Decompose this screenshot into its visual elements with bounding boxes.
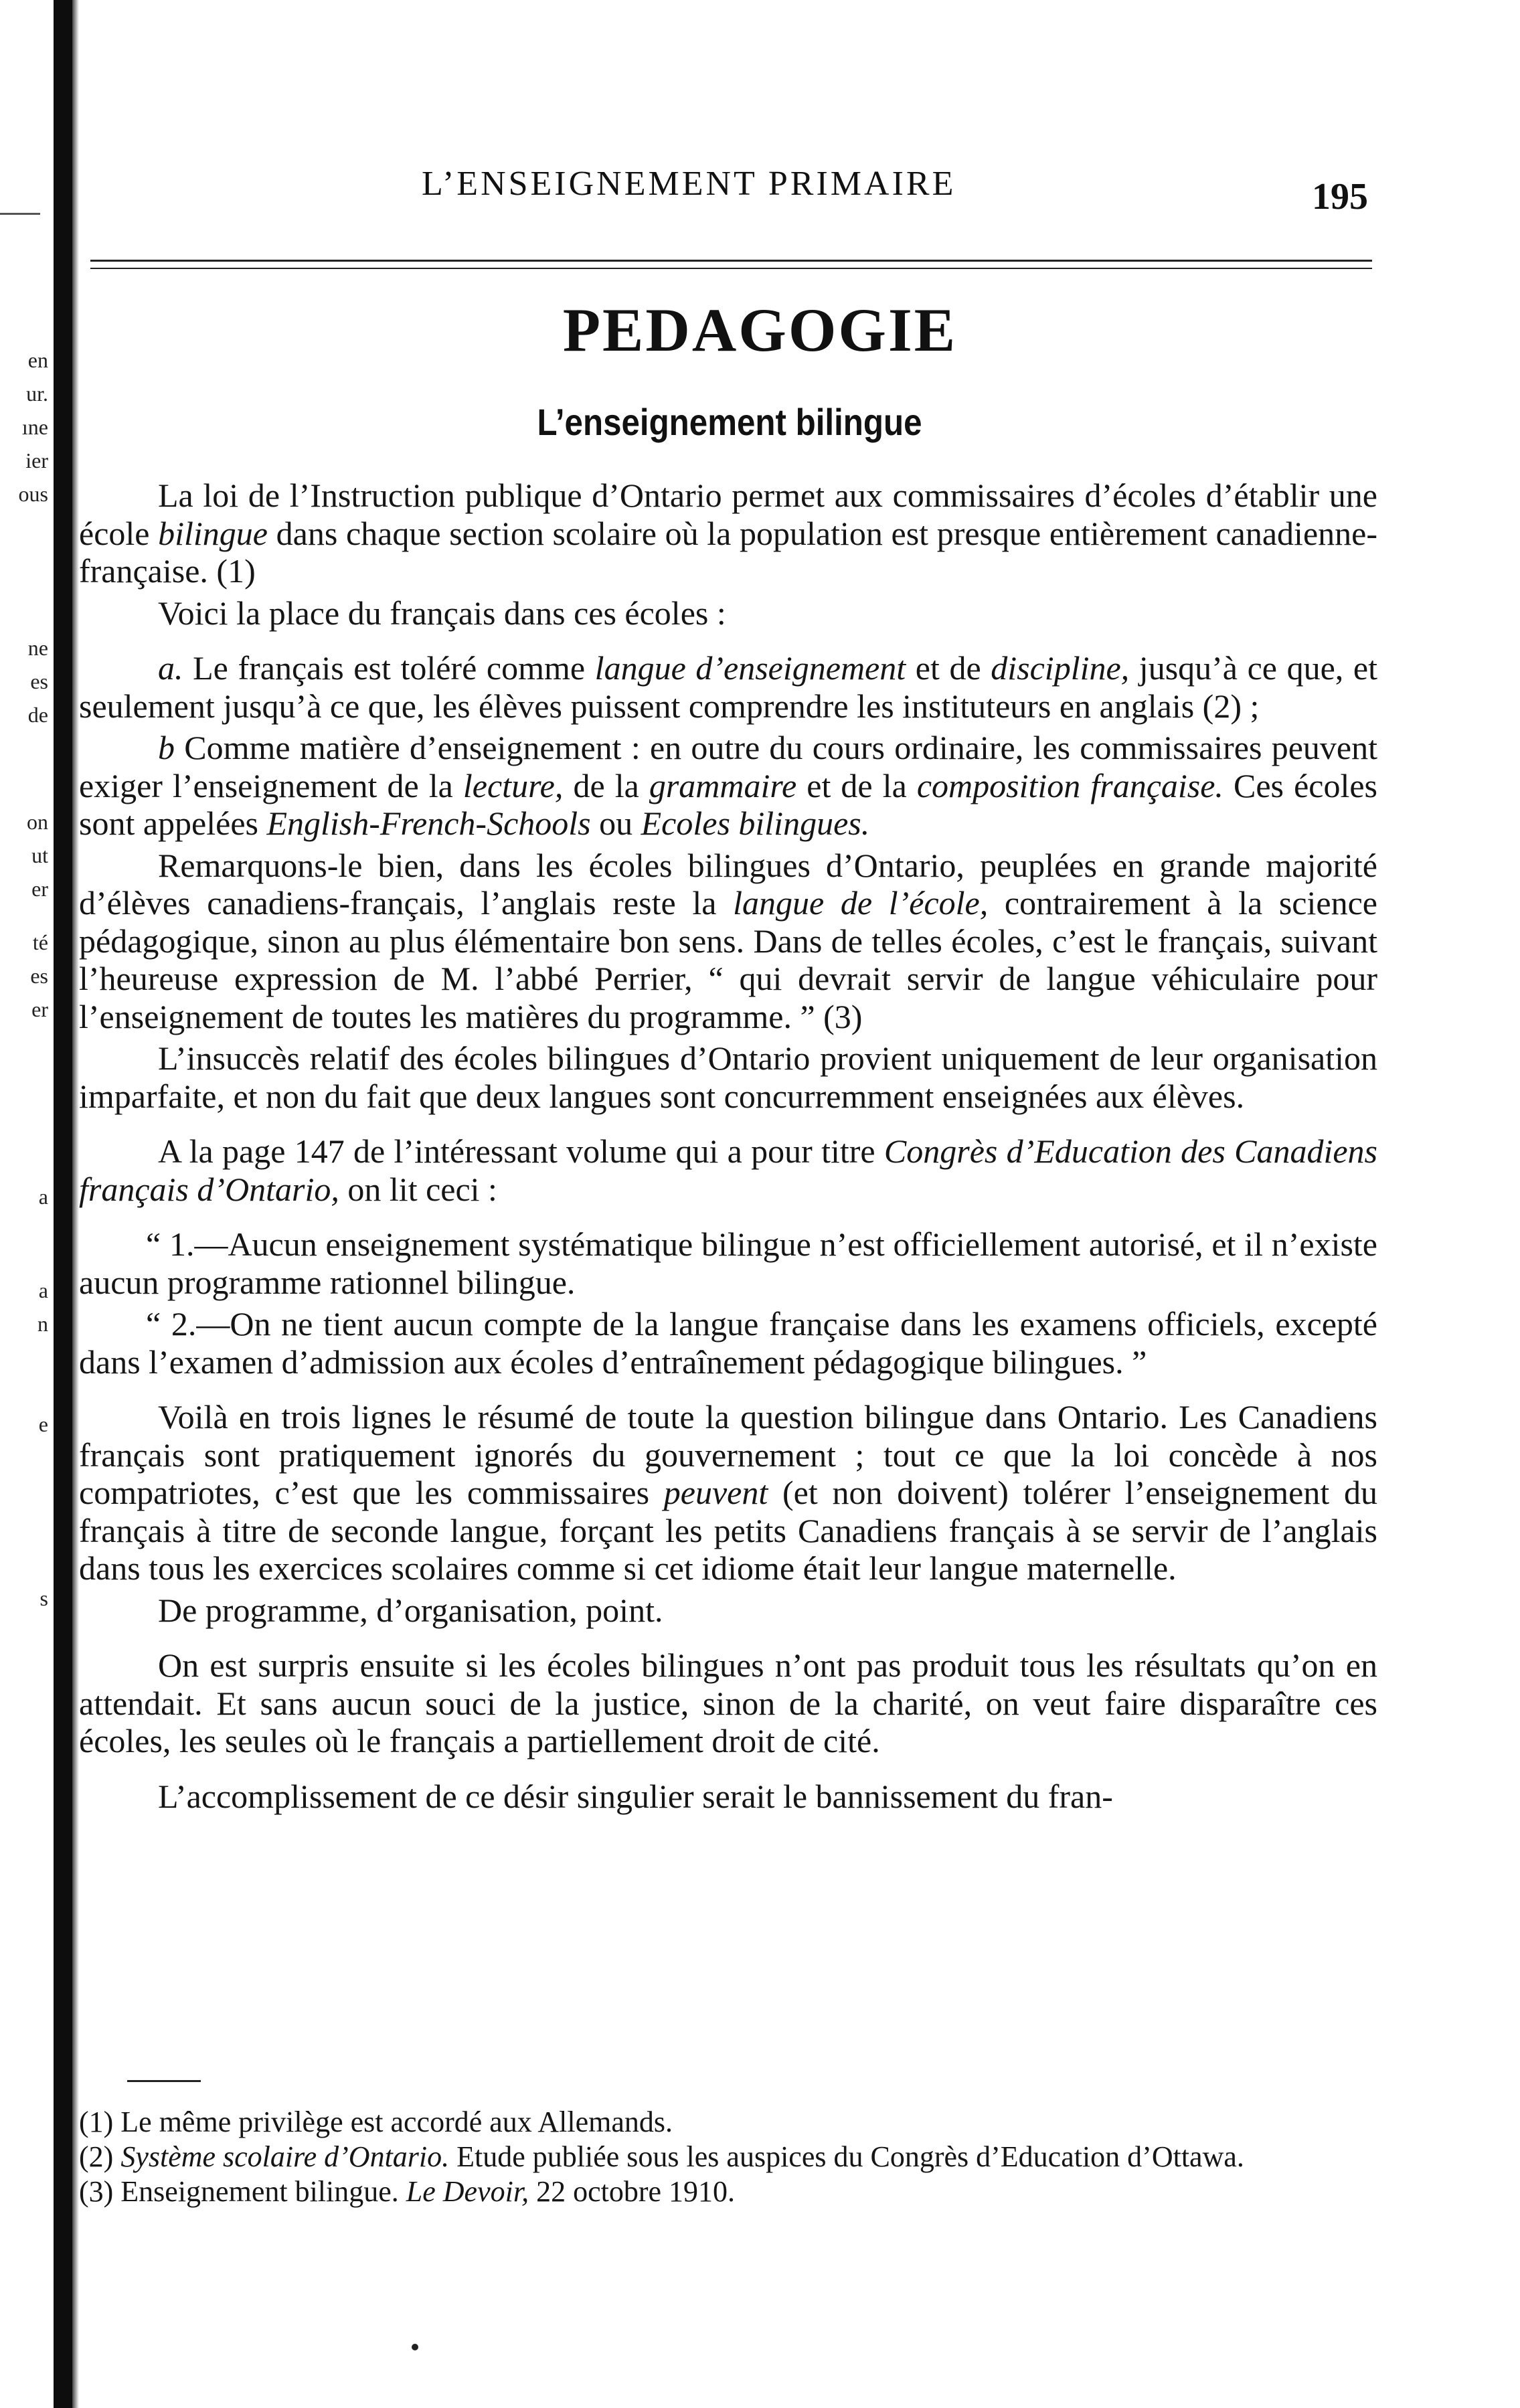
paragraph [79, 729, 1377, 843]
italic-run: a. [158, 649, 183, 687]
text-run: Etude publiée sous les auspices du Congrès d’Education d’Ottawa. [449, 2140, 1244, 2173]
italic-run: langue d’enseignement [594, 649, 906, 687]
section-title: PEDAGOGIE [562, 296, 958, 364]
article-title: L’enseignement bilingue [537, 401, 922, 443]
italic-run: langue de l’école, [733, 884, 989, 922]
text-run: Voilà en trois lignes le résumé de toute la question bilingue dans Ontario. Les Canadiens français sont pratiquement ignorés du gouvernement ; tout ce que la loi concède à nos compatriotes, c’est que les commissaires [79, 1398, 1377, 1511]
paragraph [79, 1305, 1377, 1381]
header-rule-bottom [90, 268, 1372, 269]
facing-page-fragment: ous [18, 482, 48, 506]
facing-page-fragment: té [32, 930, 48, 954]
text-run: On est surpris ensuite si les écoles bilingues n’ont pas produit tous les résultats qu’on en attendait. Et sans aucun souci de la justice, sinon de la charité, on veut faire disparaître ces écoles, les seules où le français a partiellement droit de cité. [79, 1646, 1377, 1759]
text-run: “ 2.—On ne tient aucun compte de la langue française dans les examens officiels, excepté dans l’examen d’admission aux écoles d’entraînement pédagogique bilingues. ” [79, 1305, 1377, 1381]
text-run: (1) Le même privilège est accordé aux Allemands. [79, 2105, 673, 2138]
text-run: de la [563, 766, 649, 804]
text-run: ou [590, 804, 641, 842]
italic-run: lecture, [462, 766, 564, 804]
facing-page-fragment: e [38, 1412, 48, 1436]
text-run: (2) [79, 2140, 121, 2173]
facing-page-fragment: ut [31, 843, 48, 867]
text-run: dans chaque section scolaire où la population est presque entièrement canadienne-française. (1) [79, 514, 1377, 590]
italic-run: peuvent [663, 1474, 768, 1511]
text-run: (3) Enseignement bilingue. [79, 2175, 406, 2208]
text-run: Voici la place du français dans ces écoles : [158, 594, 726, 632]
footnotes [79, 2105, 1351, 2209]
facing-page-fragment: es [30, 669, 48, 693]
text-run: “ 1.—Aucun enseignement systématique bilingue n’est officiellement autorisé, et il n’existe aucun programme rationnel bilingue. [79, 1225, 1377, 1301]
italic-run: Le Devoir, [406, 2175, 529, 2208]
italic-run: b [158, 729, 175, 766]
facing-page-fragment: ier [25, 448, 48, 472]
facing-page-fragment: de [27, 703, 48, 727]
facing-page-fragment: a [38, 1185, 48, 1209]
facing-page-fragment: er [31, 997, 48, 1021]
italic-run: Système scolaire d’Ontario. [120, 2140, 450, 2173]
text-run: Le français est toléré comme [183, 649, 595, 687]
italic-run: discipline, [991, 649, 1130, 687]
facing-page-fragment: a [38, 1278, 48, 1302]
text-run: contrairement à la science pédagogique, sinon au plus élémentaire bon sens. Dans de telles écoles, c’est le français, suivant l’heureuse expression de M. l’abbé Perrier, “ qui devrait servir de langue véhiculaire pour l’enseignement de toutes les matières du programme. ” (3) [79, 884, 1377, 1035]
running-title: L’ENSEIGNEMENT PRIMAIRE [422, 165, 956, 203]
paragraph [79, 1225, 1377, 1301]
text-run: Remarquons-le bien, dans les écoles bilingues d’Ontario, peuplées en grande majorité d’élèves canadiens-français, l’anglais reste la [79, 846, 1377, 922]
footnote [79, 2174, 1351, 2209]
text-run: et de la [796, 766, 917, 804]
facing-page-fragment: ne [27, 636, 48, 660]
facing-page-fragment: on [27, 810, 48, 834]
page-number: 195 [1312, 176, 1368, 218]
facing-page-fragment: es [30, 964, 48, 988]
italic-run: grammaire [649, 766, 797, 804]
paragraph [79, 1646, 1377, 1760]
text-run: L’insuccès relatif des écoles bilingues d’Ontario provient uniquement de leur organisation imparfaite, et non du fait que deux langues sont concurremment enseignées aux élèves. [79, 1039, 1377, 1115]
facing-page-fragment: ur. [26, 381, 48, 406]
article-body [79, 477, 1377, 1819]
header-rule-top [90, 260, 1372, 262]
italic-run: composition française. [916, 766, 1223, 804]
text-run: L’accomplissement de ce désir singulier serait le bannissement du fran- [158, 1777, 1113, 1815]
paragraph [79, 594, 1377, 632]
paragraph [79, 477, 1377, 590]
text-run: (et non doivent) tolérer l’enseignement du français à titre de seconde langue, forçant les petits Canadiens français à se servir de l’anglais dans tous les exercices scolaires comme si cet idiome était leur langue maternelle. [79, 1474, 1377, 1587]
facing-page-fragment: s [39, 1586, 48, 1610]
italic-run: Ecoles bilingues. [641, 804, 870, 842]
italic-run: bilingue [158, 514, 268, 552]
facing-page-rule [0, 213, 40, 215]
facing-page-fragment: n [37, 1312, 48, 1336]
text-run: Comme matière d’enseignement : en outre du cours ordinaire, les commissaires peuvent exiger l’enseignement de la [79, 729, 1377, 804]
paragraph [79, 847, 1377, 1036]
italic-run: Congrès d’Education des Canadiens français d’Ontario, [79, 1132, 1377, 1208]
text-run: jusqu’à ce que, et seulement jusqu’à ce que, les élèves puissent comprendre les instituteurs en anglais (2) ; [79, 649, 1377, 725]
paragraph [79, 1778, 1377, 1816]
footnote [79, 2105, 1351, 2140]
text-run: A la page 147 de l’intéressant volume qui a pour titre [158, 1132, 884, 1170]
text-run: on lit ceci : [339, 1170, 497, 1208]
text-run: 22 octobre 1910. [529, 2175, 736, 2208]
facing-page-fragment: en [27, 348, 48, 372]
italic-run: English-French-Schools [266, 804, 591, 842]
text-run: et de [906, 649, 991, 687]
facing-page-fragment: ıne [21, 415, 48, 439]
paragraph [79, 1039, 1377, 1115]
paragraph [79, 1592, 1377, 1630]
paragraph [79, 1398, 1377, 1587]
paragraph [79, 1132, 1377, 1208]
text-run: La loi de l’Instruction publique d’Ontario permet aux commissaires d’écoles d’établir une école [79, 477, 1377, 552]
footnote-rule [127, 2080, 201, 2082]
ink-dot [412, 2344, 418, 2350]
footnote [79, 2140, 1351, 2174]
facing-page-fragment: er [31, 877, 48, 901]
text-run: De programme, d’organisation, point. [158, 1591, 663, 1629]
paragraph [79, 649, 1377, 725]
text-run: Ces écoles sont appelées [79, 766, 1377, 842]
